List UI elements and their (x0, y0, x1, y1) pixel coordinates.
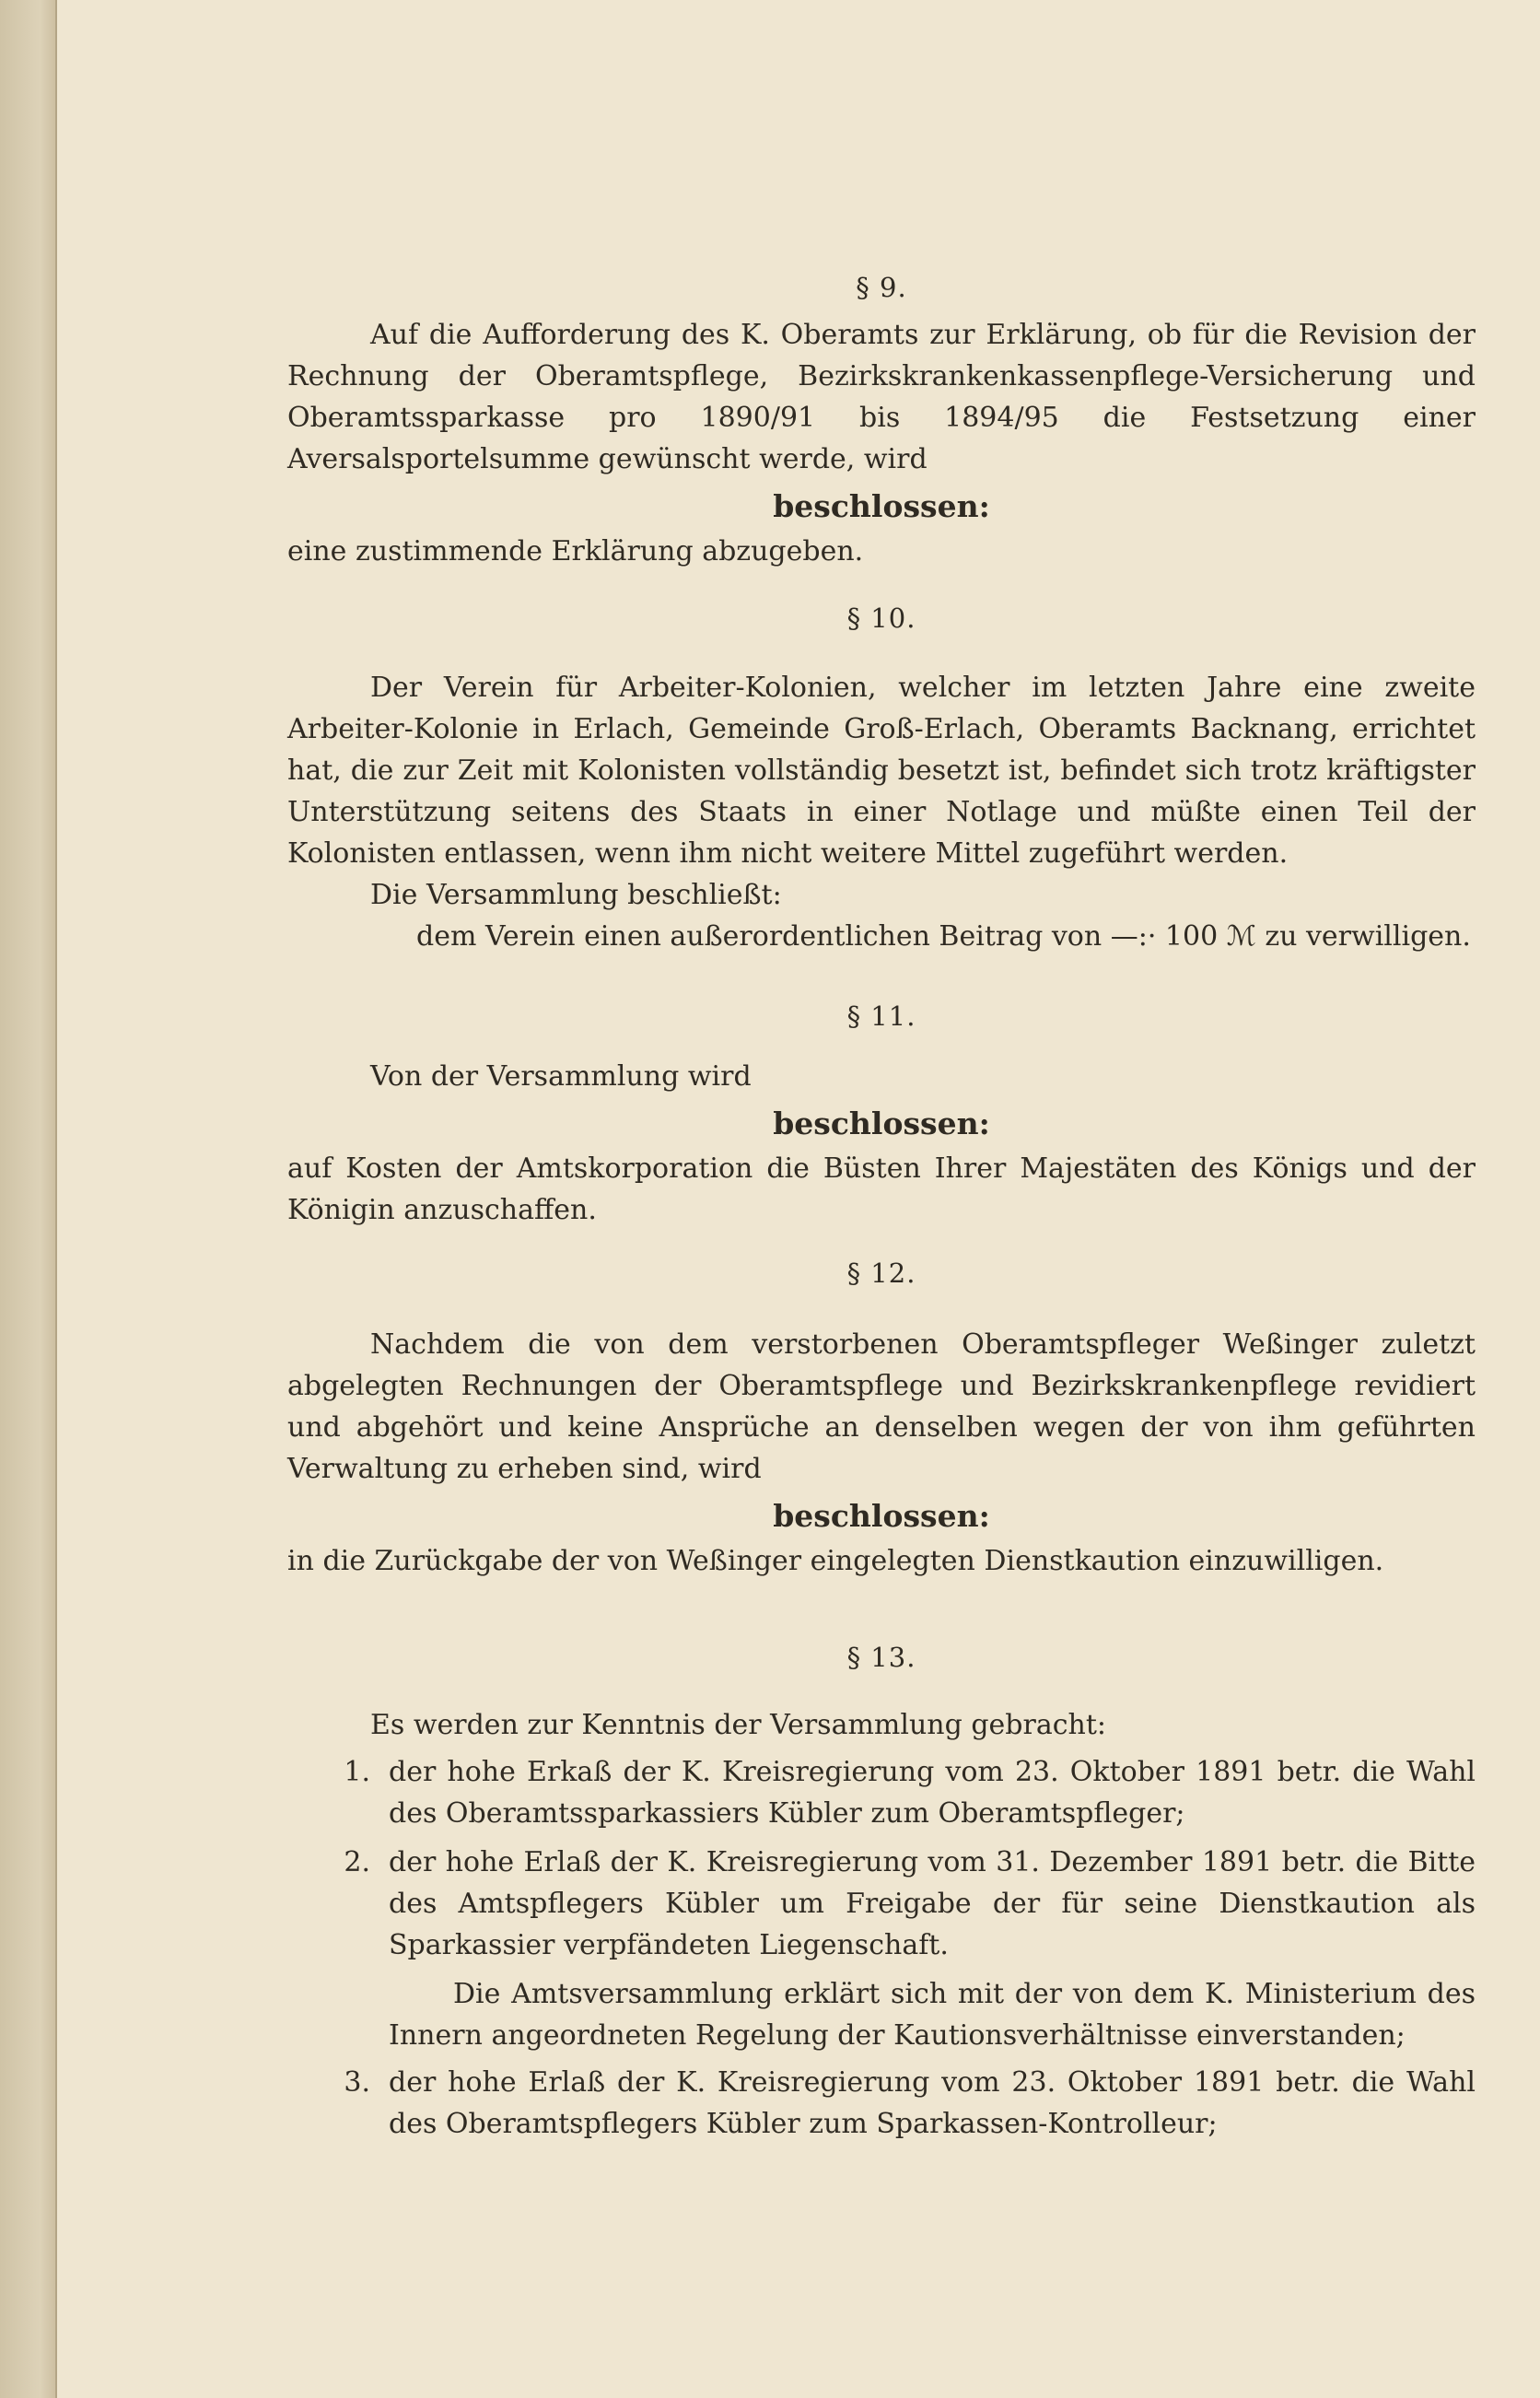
section-9-text: Auf die Aufforderung des K. Oberamts zur Erklärung, ob für die Revision der Rechnung der Oberamtspflege, Bezirkskrankenkassenpflege-Versicherung und Oberamtssparkasse pro 1890/91 bis 1894/95 die Festsetzung einer Aversalsportelsumme gewünscht werde, wird (287, 319, 1476, 475)
document-page (57, 0, 1540, 2398)
list-item-number: 3. (344, 2066, 370, 2099)
list-item (287, 1842, 1476, 1966)
section-9-resolved: beschlossen: (773, 488, 990, 524)
section-13-intro: Es werden zur Kenntnis der Versammlung gebracht: (370, 1709, 1106, 1741)
section-10-decision-intro: Die Versammlung beschließt: (370, 879, 782, 911)
list-item (287, 1751, 1476, 1834)
section-11-text: Von der Versammlung wird (370, 1060, 752, 1093)
section-10-decision: dem Verein einen außerordentlichen Beitrag von —:· 100 ℳ zu verwilligen. (416, 920, 1471, 953)
section-11-result: auf Kosten der Amtskorporation die Büsten Ihrer Majestäten des Königs und der Königin anzuschaffen. (287, 1152, 1476, 1226)
section-12-text: Nachdem die von dem verstorbenen Oberamtspfleger Weßinger zuletzt abgelegten Rechnungen der Oberamtspflege und Bezirkskrankenpflege revidiert und abgehört und keine Ansprüche an denselben wegen der von ihm geführten Verwaltung zu erheben sind, wird (287, 1328, 1476, 1485)
section-12-heading: § 12. (846, 1257, 916, 1289)
page-content (287, 267, 1476, 2145)
list-item-text: der hohe Erlaß der K. Kreisregierung vom 23. Oktober 1891 betr. die Wahl des Oberamtspflegers Kübler zum Sparkassen-Kontrolleur; (389, 2066, 1476, 2140)
page-edge-strip (0, 0, 57, 2398)
list-item-text: der hohe Erlaß der K. Kreisregierung vom 31. Dezember 1891 betr. die Bitte des Amtspflegers Kübler um Freigabe der für seine Dienstkaution als Sparkassier verpfändeten Liegenschaft. (389, 1846, 1476, 1961)
section-11-resolved: beschlossen: (773, 1105, 990, 1141)
section-12-resolved: beschlossen: (773, 1498, 990, 1534)
section-9-heading: § 9. (856, 272, 907, 303)
list-item (287, 2062, 1476, 2145)
list-item-number: 2. (344, 1846, 370, 1878)
section-11-heading: § 11. (846, 1000, 916, 1032)
list-item-2-note: Die Amtsversammlung erklärt sich mit der von dem K. Ministerium des Innern angeordneten Regelung der Kautionsverhältnisse einverstanden; (389, 1978, 1476, 2052)
section-13-heading: § 13. (846, 1642, 916, 1673)
list-item-text: der hohe Erkaß der K. Kreisregierung vom 23. Oktober 1891 betr. die Wahl des Oberamtssparkassiers Kübler zum Oberamtspfleger; (389, 1756, 1476, 1830)
section-10-heading: § 10. (846, 602, 916, 634)
section-10-text: Der Verein für Arbeiter-Kolonien, welcher im letzten Jahre eine zweite Arbeiter-Kolonie in Erlach, Gemeinde Groß-Erlach, Oberamts Backnang, errichtet hat, die zur Zeit mit Kolonisten vollständig besetzt ist, befindet sich trotz kräftigster Unterstützung seitens des Staats in einer Notlage und müßte einen Teil der Kolonisten entlassen, wenn ihm nicht weitere Mittel zugeführt werden. (287, 672, 1476, 870)
list-item-number: 1. (344, 1756, 370, 1788)
section-12-result: in die Zurückgabe der von Weßinger eingelegten Dienstkaution einzuwilligen. (287, 1545, 1384, 1577)
section-9-result: eine zustimmende Erklärung abzugeben. (287, 535, 864, 567)
